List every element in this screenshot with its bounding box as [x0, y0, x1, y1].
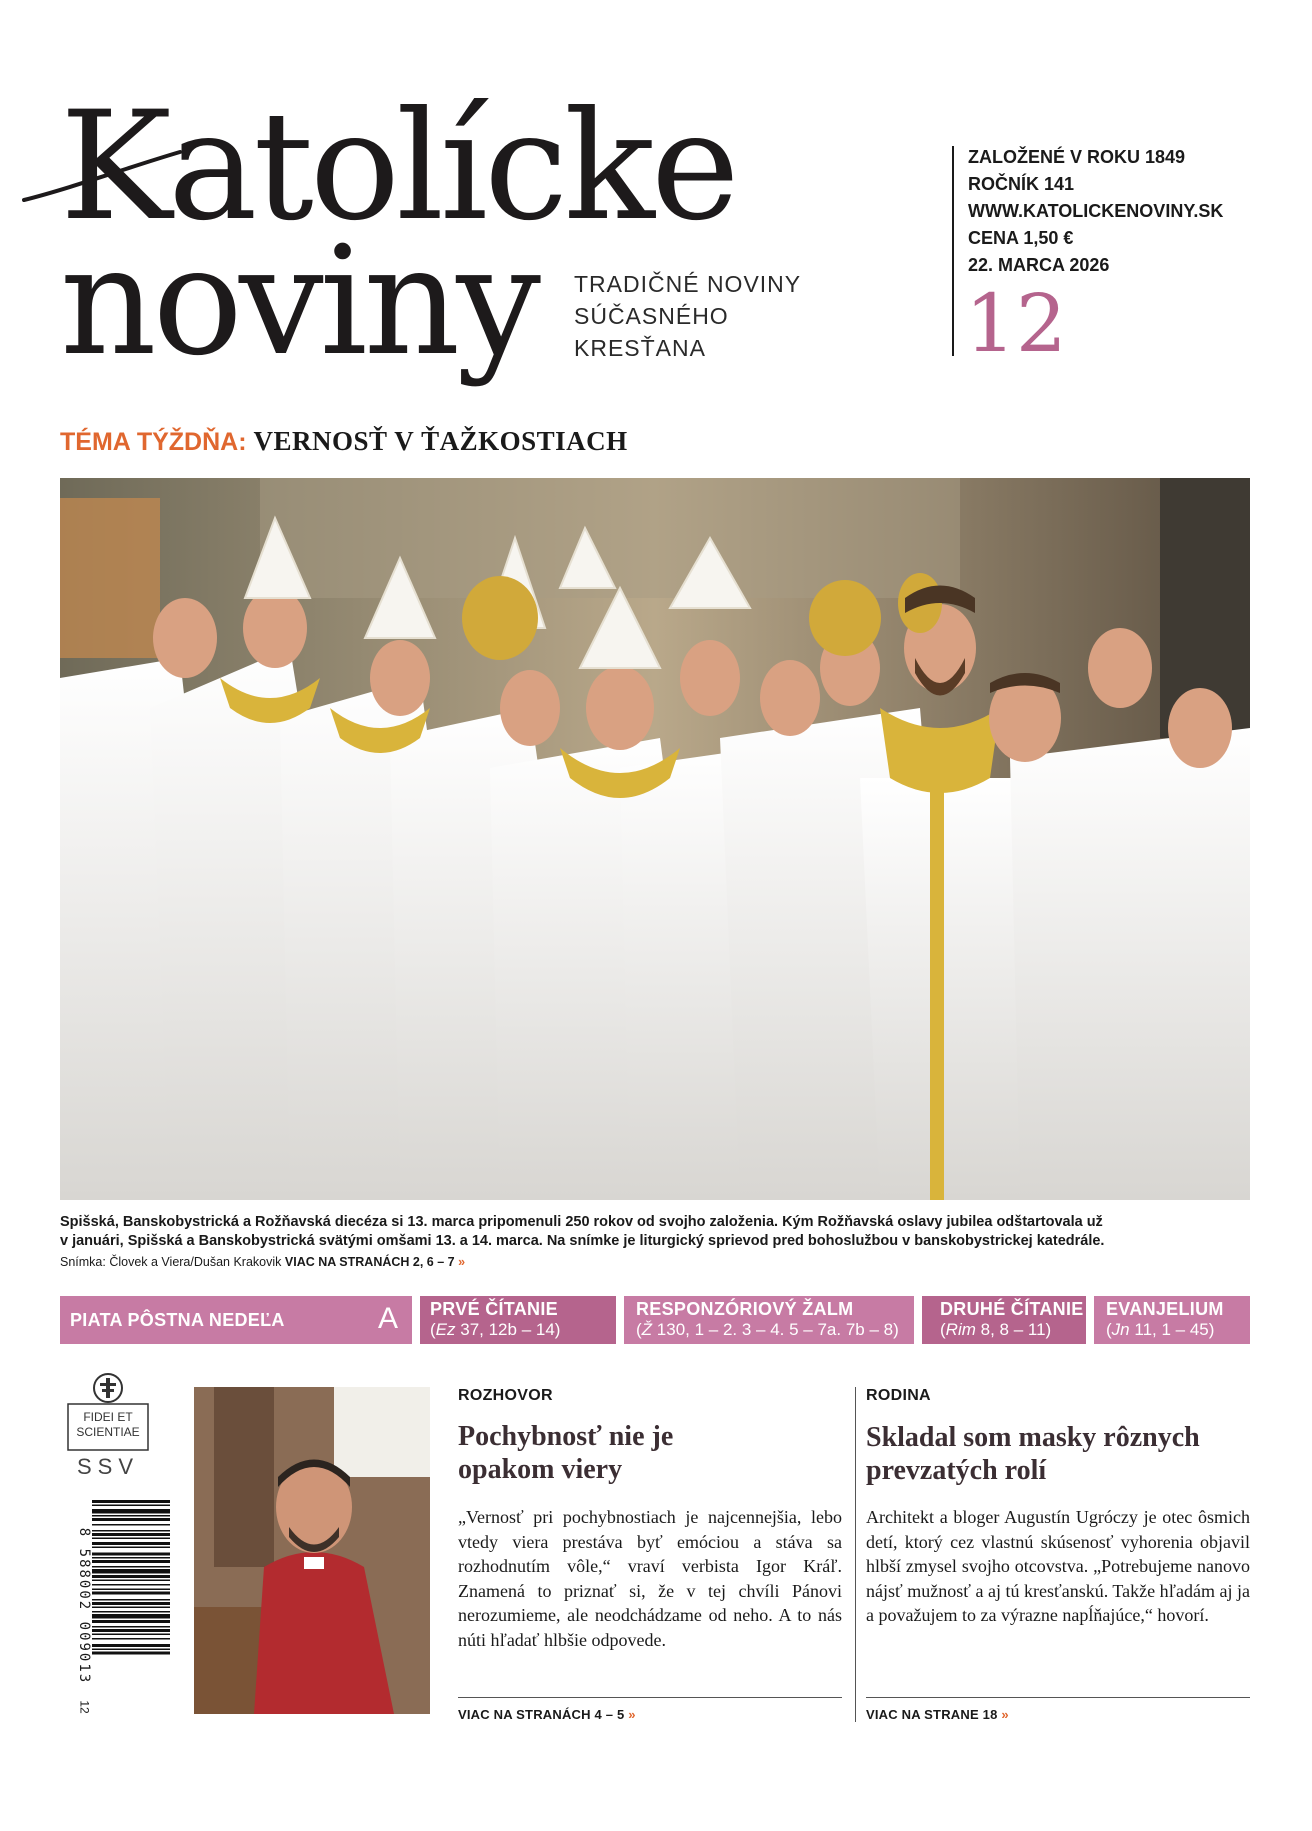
barcode-bar [92, 1620, 170, 1623]
publisher-logo [62, 1370, 154, 1490]
barcode-bar [92, 1584, 170, 1586]
gospel-label: EVANJELIUM [1106, 1299, 1224, 1319]
article-rubric: RODINA [866, 1387, 931, 1404]
barcode-bar [92, 1560, 170, 1563]
tagline-line: SÚČASNÉHO [574, 303, 729, 329]
sunday-name: PIATA PÔSTNA NEDEĽA [70, 1310, 285, 1330]
liturgy-first-reading: PRVÉ ČÍTANIE (Ez 37, 12b – 14) [420, 1296, 616, 1344]
first-reading-label: PRVÉ ČÍTANIE [430, 1299, 558, 1319]
barcode-bar [92, 1505, 170, 1507]
volume-text: ROČNÍK 141 [968, 174, 1075, 194]
barcode-bar [92, 1515, 170, 1517]
article-divider [458, 1697, 842, 1698]
barcode-bar [92, 1626, 170, 1628]
masthead-line1: Katolícke [60, 80, 736, 254]
barcode-bar [92, 1557, 170, 1559]
psalm-ref: 130, 1 – 2. 3 – 4. 5 – 7a. 7b – 8) [656, 1320, 899, 1339]
liturgy-sunday [60, 1296, 412, 1344]
tagline [574, 268, 801, 364]
interview-portrait [194, 1387, 430, 1714]
photo-caption [60, 1213, 1250, 1251]
tagline-line: TRADIČNÉ NOVINY [574, 271, 802, 297]
barcode-bar [92, 1599, 170, 1601]
masthead-line2: noviny [60, 215, 537, 389]
barcode-bar [92, 1629, 170, 1632]
barcode-bar [92, 1509, 170, 1514]
article-headline[interactable]: Skladal som masky rôznych prevzatých rolí [866, 1422, 1200, 1486]
tagline-line: KRESŤANA [574, 335, 706, 361]
article-more-text: VIAC NA STRANE 18 [866, 1707, 998, 1722]
barcode-bar [92, 1614, 170, 1619]
barcode-bar [92, 1589, 170, 1591]
barcode-bar [92, 1533, 170, 1536]
arrow-icon: » [458, 1255, 466, 1269]
issue-info [968, 144, 1223, 279]
theme-label: TÉMA TÝŽDŇA: [60, 428, 247, 456]
column-divider [855, 1387, 856, 1722]
article-more-link[interactable] [458, 1707, 636, 1722]
barcode-bar [92, 1530, 170, 1532]
website-link[interactable]: WWW.KATOLICKENOVINY.SK [968, 201, 1224, 221]
barcode-bar [92, 1566, 170, 1568]
info-divider [952, 146, 954, 356]
cover-photo [60, 478, 1250, 1200]
psalm-label: RESPONZÓRIOVÝ ŽALM [636, 1299, 854, 1319]
barcode-bar [92, 1518, 170, 1521]
second-reading-ref: 8, 8 – 11) [980, 1320, 1052, 1339]
article-divider [866, 1697, 1250, 1698]
second-reading-label: DRUHÉ ČÍTANIE [940, 1299, 1084, 1319]
article-headline[interactable]: Pochybnosť nie je opakom viery [458, 1421, 674, 1485]
barcode-bars-icon [92, 1500, 170, 1716]
caption-line: Spišská, Banskobystrická a Rožňavská diecéza si 13. marca pripomenuli 250 rokov od svojho založenia. Kým Rožňavská oslavy jubilea odštartovala už [60, 1214, 1103, 1230]
article-more-text: VIAC NA STRANÁCH 4 – 5 [458, 1707, 625, 1722]
barcode-bar [92, 1575, 170, 1578]
arrow-icon: » [628, 1707, 636, 1722]
article-more-link[interactable] [866, 1707, 1009, 1722]
barcode-addon: 12 [77, 1700, 92, 1714]
barcode-bar [92, 1602, 170, 1605]
date-text: 22. MARCA 2026 [968, 255, 1110, 275]
barcode-bar [92, 1638, 170, 1640]
barcode-bar [92, 1644, 170, 1647]
barcode-bar [92, 1500, 170, 1503]
barcode-bar [92, 1634, 170, 1636]
barcode-bar [92, 1611, 170, 1613]
barcode-bar [92, 1547, 170, 1549]
more-pages-link[interactable]: VIAC NA STRANÁCH 2, 6 – 7 [284, 1255, 455, 1269]
founded-text: ZALOŽENÉ V ROKU 1849 [968, 147, 1186, 167]
liturgy-gospel: EVANJELIUM (Jn 11, 1 – 45) [1094, 1296, 1250, 1344]
first-reading-book: Ez [435, 1320, 456, 1339]
gospel-ref: 11, 1 – 45) [1134, 1320, 1215, 1339]
barcode-bar [92, 1607, 170, 1609]
barcode-bar [92, 1553, 170, 1556]
psalm-book: Ž [641, 1320, 653, 1339]
theme-title: VERNOSŤ V ŤAŽKOSTIACH [253, 426, 628, 456]
barcode [68, 1500, 170, 1716]
logo-mark: SSV [76, 1454, 140, 1479]
barcode-bar [92, 1649, 170, 1651]
arrow-icon: » [1001, 1707, 1009, 1722]
logo-line2: SCIENTIAE [76, 1425, 140, 1439]
photo-credit [60, 1253, 465, 1271]
second-reading-book: Rim [945, 1320, 976, 1339]
price-text: CENA 1,50 € [968, 228, 1074, 248]
barcode-bar [92, 1569, 170, 1574]
credit-text: Snímka: Človek a Viera/Dušan Krakovik [60, 1255, 282, 1269]
logo-line1: FIDEI ET [83, 1410, 133, 1424]
gospel-book: Jn [1111, 1320, 1130, 1339]
barcode-bar [92, 1592, 170, 1595]
caption-line: v januári, Spišská a Banskobystrická svätými omšami 13. a 14. marca. Na snímke je liturgický sprievod pred bohoslužbou v banskobystrickej katedrále. [60, 1233, 1105, 1249]
procession-illustration [60, 478, 1250, 1200]
portrait-illustration [194, 1387, 430, 1714]
theme-of-week [60, 424, 628, 459]
barcode-bar [92, 1652, 170, 1655]
barcode-bar [92, 1524, 170, 1526]
article-body: „Vernosť pri pochybnostiach je najcennejšia, lebo vtedy viera prestáva byť emóciou a stáva sa rozhodnutím vôle,“ vraví verbista Igor Kráľ. Znamená to priznať si, že v tej chvíli Pánovi nerozumieme, ale neodchádzame od neho. A to nás núti hľadať hlbšie odpovede. [458, 1507, 842, 1650]
barcode-digits: 8 588002 009013 [76, 1527, 92, 1685]
issue-number: 12 [965, 277, 1067, 370]
article-rubric: ROZHOVOR [458, 1387, 553, 1404]
barcode-bar [92, 1538, 170, 1540]
first-reading-ref: 37, 12b – 14) [460, 1320, 561, 1339]
liturgy-cycle: A [378, 1302, 399, 1335]
liturgy-second-reading: DRUHÉ ČÍTANIE (Rim 8, 8 – 11) [922, 1296, 1086, 1344]
liturgy-psalm: RESPONZÓRIOVÝ ŽALM (Ž 130, 1 – 2. 3 – 4. 5 – 7a. 7b – 8) [624, 1296, 914, 1344]
article-body: Architekt a bloger Augustín Ugróczy je otec ôsmich detí, ktorý cez vlastnú skúsenosť vyhorenia objavil hlbší zmysel svojho otcovstva. „Potrebujeme nanovo nájsť mužnosť a aj tú kresťanskú. Takže hľadám aj ja a považujem to za výrazne napĺňajúce,“ hovorí. [866, 1507, 1250, 1625]
barcode-bar [92, 1542, 170, 1545]
barcode-bar [92, 1580, 170, 1582]
